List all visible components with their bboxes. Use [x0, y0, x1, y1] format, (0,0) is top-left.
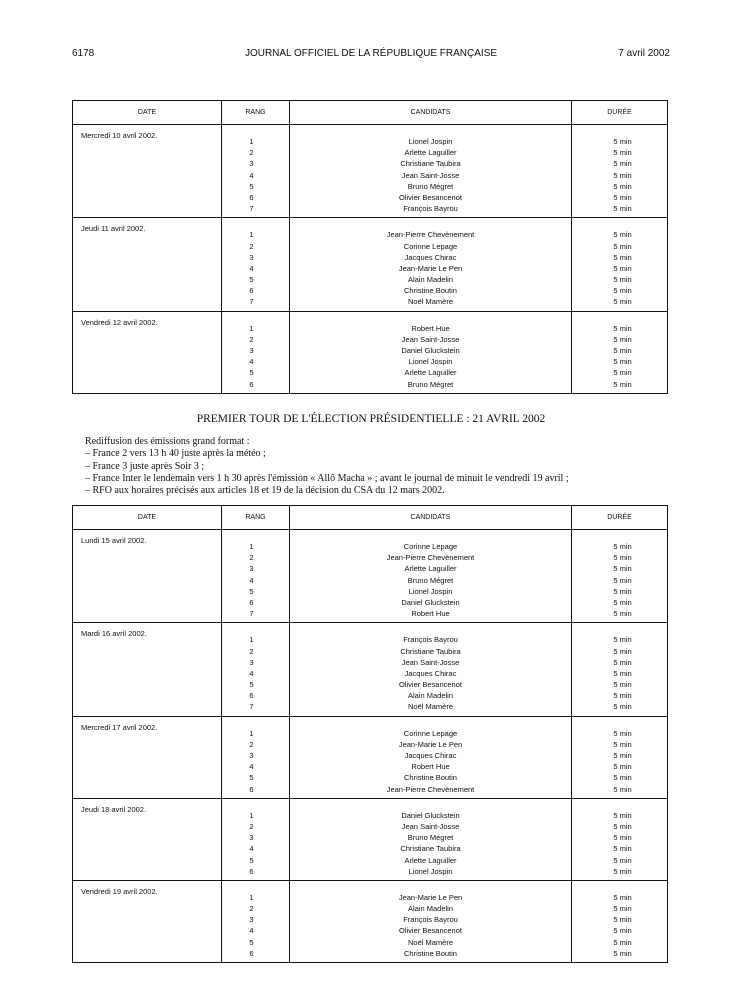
- page-number: 6178: [72, 48, 95, 59]
- rank-cell: 2: [249, 739, 254, 749]
- duration-cell: 5 min: [613, 334, 632, 344]
- duration-cell: 5 min: [613, 784, 632, 794]
- duration-cell: 5 min: [613, 680, 632, 690]
- rank-cell-column: [222, 880, 290, 962]
- duration-cell: 5 min: [613, 597, 632, 607]
- duration-cell: 5 min: [613, 926, 632, 936]
- candidate-cell: Alain Madelin: [407, 691, 454, 701]
- duration-cell-column: [572, 716, 668, 798]
- duration-cell: 5 min: [613, 159, 632, 169]
- candidate-cell: Arlette Laguiller: [404, 564, 457, 574]
- rank-cell: 4: [249, 357, 254, 367]
- candidate-cell: Arlette Laguiller: [404, 368, 457, 378]
- candidate-cell: Lionel Jospin: [408, 866, 453, 876]
- duration-cell: 5 min: [613, 948, 632, 958]
- duration-cell: 5 min: [613, 855, 632, 865]
- candidate-cell: François Bayrou: [403, 915, 458, 925]
- column-header-candidats: CANDIDATS: [290, 506, 572, 530]
- rank-cell: 4: [249, 575, 254, 585]
- duration-cell: 5 min: [613, 379, 632, 389]
- duration-cell: 5 min: [613, 204, 632, 214]
- body-line: – France 3 juste après Soir 3 ;: [85, 460, 205, 472]
- duration-cell: 5 min: [613, 866, 632, 876]
- candidate-cell: François Bayrou: [403, 635, 458, 645]
- duration-cell: 5 min: [613, 368, 632, 378]
- rebroadcast-text: [85, 436, 685, 497]
- journal-title: JOURNAL OFFICIEL DE LA RÉPUBLIQUE FRANÇAISE: [244, 48, 498, 59]
- rank-cell: 6: [249, 286, 254, 296]
- duration-cell: 5 min: [613, 635, 632, 645]
- duration-cell: 5 min: [613, 810, 632, 820]
- rank-cell: 6: [249, 866, 254, 876]
- duration-cell: 5 min: [613, 833, 632, 843]
- rank-cell: 1: [249, 542, 254, 551]
- table-row: [73, 880, 668, 962]
- rank-cell: 2: [249, 646, 254, 656]
- rank-cell: 3: [249, 751, 254, 760]
- rank-cell: 5: [249, 855, 254, 865]
- duration-cell-column: [572, 623, 668, 716]
- candidate-cell: Robert Hue: [411, 323, 450, 333]
- candidate-cell: Lionel Jospin: [408, 357, 453, 367]
- rank-cell: 3: [249, 159, 254, 169]
- candidate-cell: Corinne Lepage: [403, 728, 458, 738]
- duration-cell-column: [572, 125, 668, 218]
- rank-cell: 5: [249, 368, 254, 378]
- rank-cell: 5: [249, 773, 254, 783]
- candidate-cell: Christiane Taubira: [400, 844, 461, 854]
- duration-cell: 5 min: [613, 263, 632, 273]
- table-row: [73, 798, 668, 880]
- date-cell: Jeudi 18 avril 2002.: [73, 798, 222, 880]
- candidate-cell: Christine Boutin: [404, 948, 457, 958]
- rank-cell: 6: [249, 948, 254, 958]
- candidate-cell-column: [290, 798, 572, 880]
- rank-cell: 7: [249, 702, 254, 712]
- rank-cell-column: [222, 530, 290, 623]
- duration-cell: 5 min: [613, 773, 632, 783]
- rank-cell: 3: [249, 564, 254, 574]
- date-cell: Mercredi 10 avril 2002.: [73, 125, 222, 218]
- candidate-cell: Lionel Jospin: [408, 586, 453, 596]
- duration-cell: 5 min: [613, 241, 632, 251]
- candidate-cell-column: [290, 623, 572, 716]
- rank-cell: 6: [249, 192, 254, 202]
- candidate-cell: Jean-Marie Le Pen: [398, 739, 463, 749]
- duration-cell-column: [572, 311, 668, 393]
- rank-cell: 6: [249, 597, 254, 607]
- candidate-cell: Bruno Mégret: [407, 379, 454, 389]
- candidate-cell: Daniel Gluckstein: [401, 810, 460, 820]
- candidate-cell: Jean-Pierre Chevènement: [386, 553, 475, 563]
- candidate-cell: Jean-Pierre Chevènement: [386, 230, 475, 240]
- duration-cell-column: [572, 798, 668, 880]
- candidate-cell-column: [290, 880, 572, 962]
- rank-cell-column: [222, 311, 290, 393]
- candidate-cell: Bruno Mégret: [407, 181, 454, 191]
- rank-cell: 4: [249, 844, 254, 854]
- duration-cell: 5 min: [613, 609, 632, 619]
- rank-cell: 6: [249, 784, 254, 794]
- duration-cell: 5 min: [613, 230, 632, 240]
- rank-cell: 1: [249, 892, 254, 902]
- table-row: [73, 623, 668, 716]
- duration-cell-column: [572, 880, 668, 962]
- duration-cell: 5 min: [613, 739, 632, 749]
- rank-cell: 5: [249, 586, 254, 596]
- candidate-cell: Noël Mamère: [407, 702, 453, 712]
- candidate-cell: Alain Madelin: [407, 904, 454, 914]
- rank-cell: 1: [249, 137, 254, 146]
- table-row: [73, 530, 668, 623]
- duration-cell: 5 min: [613, 148, 632, 158]
- rank-cell: 1: [249, 323, 254, 333]
- candidate-cell: Noël Mamère: [407, 297, 453, 307]
- rank-cell: 7: [249, 297, 254, 307]
- candidate-cell: Christine Boutin: [404, 773, 457, 783]
- duration-cell: 5 min: [613, 181, 632, 191]
- rank-cell: 1: [249, 635, 254, 645]
- candidate-cell: Bruno Mégret: [407, 575, 454, 585]
- candidate-cell: Christiane Taubira: [400, 646, 461, 656]
- table-row: [73, 125, 668, 218]
- schedule-table-1: [72, 100, 668, 394]
- rank-cell: 2: [249, 553, 254, 563]
- duration-cell: 5 min: [613, 915, 632, 925]
- body-line: – France 2 vers 13 h 40 juste après la météo ;: [85, 448, 266, 460]
- duration-cell: 5 min: [613, 657, 632, 667]
- rank-cell: 2: [249, 148, 254, 158]
- candidate-cell: Jean Saint-Josse: [401, 170, 460, 180]
- duration-cell: 5 min: [613, 762, 632, 772]
- rank-cell: 6: [249, 379, 254, 389]
- rank-cell: 3: [249, 915, 254, 925]
- table-header-row: [73, 506, 668, 530]
- duration-cell: 5 min: [613, 646, 632, 656]
- rank-cell-column: [222, 798, 290, 880]
- section-title: PREMIER TOUR DE L'ÉLECTION PRÉSIDENTIELLE : 21 AVRIL 2002: [196, 413, 546, 425]
- rank-cell: 5: [249, 680, 254, 690]
- candidate-cell: Christiane Taubira: [400, 159, 461, 169]
- duration-cell: 5 min: [613, 252, 632, 262]
- candidate-cell: Arlette Laguiller: [404, 148, 457, 158]
- rank-cell: 4: [249, 926, 254, 936]
- body-line: – RFO aux horaires précisés aux articles 18 et 19 de la décision du CSA du 12 mars 2002.: [85, 485, 445, 497]
- column-header-candidats: CANDIDATS: [290, 101, 572, 125]
- candidate-cell-column: [290, 125, 572, 218]
- candidate-cell: Jacques Chirac: [404, 252, 457, 262]
- candidate-cell: Alain Madelin: [407, 275, 454, 285]
- duration-cell: 5 min: [613, 586, 632, 596]
- candidate-cell: Jacques Chirac: [404, 668, 457, 678]
- candidate-cell: Noël Mamère: [407, 937, 453, 947]
- candidate-cell: Robert Hue: [411, 609, 450, 619]
- table-header-row: [73, 101, 668, 125]
- issue-date: 7 avril 2002: [618, 48, 670, 59]
- candidate-cell: Daniel Gluckstein: [401, 346, 460, 355]
- schedule-table-2: [72, 505, 668, 963]
- candidate-cell-column: [290, 716, 572, 798]
- candidate-cell-column: [290, 218, 572, 311]
- rank-cell: 5: [249, 937, 254, 947]
- candidate-cell: Jean-Marie Le Pen: [398, 892, 463, 902]
- rank-cell-column: [222, 716, 290, 798]
- duration-cell: 5 min: [613, 137, 632, 146]
- candidate-cell-column: [290, 530, 572, 623]
- date-cell: Mercredi 17 avril 2002.: [73, 716, 222, 798]
- candidate-cell: Jean Saint-Josse: [401, 334, 460, 344]
- column-header-date: DATE: [73, 101, 222, 125]
- duration-cell: 5 min: [613, 575, 632, 585]
- duration-cell: 5 min: [613, 357, 632, 367]
- duration-cell: 5 min: [613, 844, 632, 854]
- table-row: [73, 311, 668, 393]
- candidate-cell: Olivier Besancenot: [399, 192, 462, 202]
- duration-cell: 5 min: [613, 553, 632, 563]
- duration-cell: 5 min: [613, 297, 632, 307]
- candidate-cell: Lionel Jospin: [408, 137, 453, 146]
- column-header-duree: DURÉE: [572, 506, 668, 530]
- rank-cell: 1: [249, 728, 254, 738]
- rank-cell: 5: [249, 275, 254, 285]
- duration-cell: 5 min: [613, 170, 632, 180]
- table-row: [73, 218, 668, 311]
- date-cell: Vendredi 12 avril 2002.: [73, 311, 222, 393]
- duration-cell: 5 min: [613, 728, 632, 738]
- column-header-rang: RANG: [222, 101, 290, 125]
- candidate-cell: Corinne Lepage: [403, 542, 458, 551]
- rank-cell: 1: [249, 810, 254, 820]
- date-cell: Jeudi 11 avril 2002.: [73, 218, 222, 311]
- duration-cell: 5 min: [613, 286, 632, 296]
- rank-cell: 4: [249, 170, 254, 180]
- candidate-cell: Robert Hue: [411, 762, 450, 772]
- duration-cell: 5 min: [613, 937, 632, 947]
- candidate-cell: Arlette Laguiller: [404, 855, 457, 865]
- duration-cell: 5 min: [613, 904, 632, 914]
- duration-cell: 5 min: [613, 346, 632, 355]
- column-header-date: DATE: [73, 506, 222, 530]
- candidate-cell: Jean Saint-Josse: [401, 657, 460, 667]
- duration-cell-column: [572, 218, 668, 311]
- rank-cell: 4: [249, 263, 254, 273]
- date-cell: Vendredi 19 avril 2002.: [73, 880, 222, 962]
- duration-cell: 5 min: [613, 323, 632, 333]
- rank-cell: 6: [249, 691, 254, 701]
- duration-cell: 5 min: [613, 192, 632, 202]
- rank-cell: 4: [249, 668, 254, 678]
- date-cell: Lundi 15 avril 2002.: [73, 530, 222, 623]
- duration-cell: 5 min: [613, 691, 632, 701]
- rank-cell-column: [222, 218, 290, 311]
- candidate-cell: Corinne Lepage: [403, 241, 458, 251]
- body-line: – France Inter le lendemain vers 1 h 30 après l'émission « Allô Macha » ; avant le journal de minuit le vendredi 19 avril ;: [85, 472, 569, 484]
- duration-cell-column: [572, 530, 668, 623]
- duration-cell: 5 min: [613, 751, 632, 760]
- candidate-cell: Christine Boutin: [404, 286, 457, 296]
- candidate-cell-column: [290, 311, 572, 393]
- column-header-rang: RANG: [222, 506, 290, 530]
- candidate-cell: Olivier Besancenot: [399, 926, 462, 936]
- rank-cell-column: [222, 623, 290, 716]
- rank-cell: 3: [249, 346, 254, 355]
- rank-cell: 3: [249, 252, 254, 262]
- rank-cell: 1: [249, 230, 254, 240]
- candidate-cell: Daniel Gluckstein: [401, 597, 460, 607]
- rank-cell: 4: [249, 762, 254, 772]
- page-header: [72, 48, 670, 62]
- body-line: Rediffusion des émissions grand format :: [85, 436, 250, 447]
- rank-cell: 2: [249, 241, 254, 251]
- rank-cell: 2: [249, 821, 254, 831]
- duration-cell: 5 min: [613, 275, 632, 285]
- candidate-cell: Jean-Pierre Chevènement: [386, 784, 475, 794]
- candidate-cell: Jean Saint-Josse: [401, 821, 460, 831]
- rank-cell: 3: [249, 833, 254, 843]
- candidate-cell: Jacques Chirac: [404, 751, 457, 760]
- rank-cell: 2: [249, 904, 254, 914]
- column-header-duree: DURÉE: [572, 101, 668, 125]
- duration-cell: 5 min: [613, 668, 632, 678]
- rank-cell: 5: [249, 181, 254, 191]
- duration-cell: 5 min: [613, 702, 632, 712]
- table-row: [73, 716, 668, 798]
- rank-cell: 3: [249, 657, 254, 667]
- candidate-cell: Bruno Mégret: [407, 833, 454, 843]
- duration-cell: 5 min: [613, 821, 632, 831]
- candidate-cell: François Bayrou: [403, 204, 458, 214]
- candidate-cell: Olivier Besancenot: [399, 680, 462, 690]
- candidate-cell: Jean-Marie Le Pen: [398, 263, 463, 273]
- rank-cell: 7: [249, 204, 254, 214]
- rank-cell: 2: [249, 334, 254, 344]
- duration-cell: 5 min: [613, 542, 632, 551]
- date-cell: Mardi 16 avril 2002.: [73, 623, 222, 716]
- duration-cell: 5 min: [613, 892, 632, 902]
- rank-cell-column: [222, 125, 290, 218]
- rank-cell: 7: [249, 609, 254, 619]
- duration-cell: 5 min: [613, 564, 632, 574]
